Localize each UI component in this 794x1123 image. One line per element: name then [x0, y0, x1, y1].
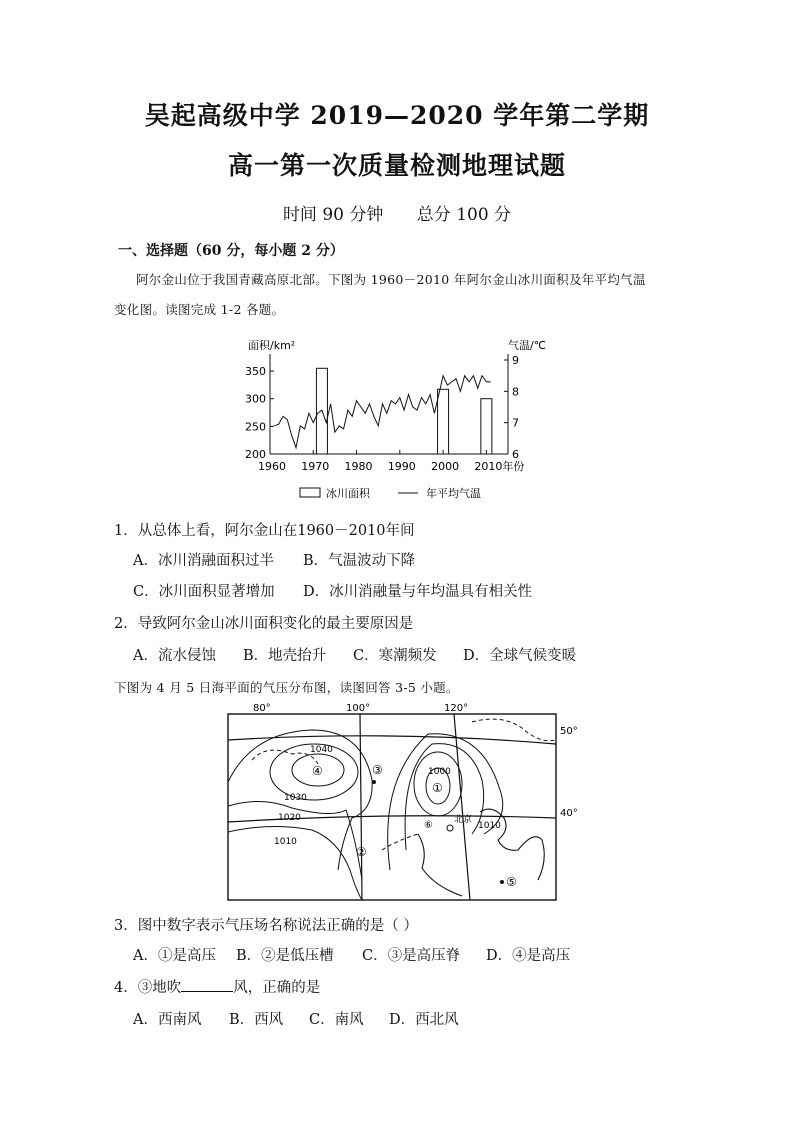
q1-options-row1 — [133, 549, 415, 570]
left-tick-label-300: 300 — [245, 392, 266, 406]
q4-stem-pre: 4．③地吹 — [114, 980, 182, 996]
q4-option-a[interactable]: A．西南风 — [133, 1012, 202, 1028]
point-3-dot — [372, 780, 376, 784]
section-heading: 一、选择题（60 分，每小题 2 分） — [118, 243, 344, 259]
border-north — [472, 719, 556, 741]
legend-line-label: 年平均气温 — [426, 487, 481, 500]
q4-option-b[interactable]: B．西风 — [229, 1012, 284, 1028]
intro1-line1: 阿尔金山位于我国青藏高原北部。下图为 1960－2010 年阿尔金山冰川面积及年平均气温 — [136, 272, 646, 287]
q3-option-c[interactable]: C．③是高压脊 — [362, 948, 461, 964]
parallel-50 — [228, 736, 556, 744]
q3-option-b[interactable]: B．②是低压槽 — [236, 948, 334, 964]
isobar-label-1010-east: 1010 — [478, 821, 501, 831]
x-tick-label-2000: 2000 — [431, 460, 460, 473]
q4-answer-blank[interactable] — [181, 977, 233, 992]
right-tick-label-8: 8 — [512, 385, 519, 399]
intro1-line2: 变化图。读图完成 1-2 各题。 — [114, 302, 285, 317]
intro2: 下图为 4 月 5 日海平面的气压分布图，读图回答 3-5 小题。 — [114, 680, 459, 695]
right-axis-label: 气温/℃ — [508, 339, 547, 352]
q2-options — [133, 644, 576, 665]
point-6-label: ⑥ — [424, 820, 433, 831]
point-3: ③ — [372, 763, 383, 777]
exam-score: 总分 100 分 — [416, 205, 512, 225]
q2-option-d[interactable]: D．全球气候变暖 — [463, 648, 577, 664]
isobar-label-1040: 1040 — [310, 745, 333, 755]
glacier-bar-2010 — [481, 399, 492, 454]
q4-stem-post: 风，正确的是 — [233, 980, 321, 996]
coastline-east — [480, 809, 544, 880]
q3-option-d[interactable]: D．④是高压 — [486, 948, 571, 964]
exam-title-line1: 吴起高级中学 2019—2020 学年第二学期 — [144, 101, 650, 130]
q4-options — [133, 1008, 459, 1029]
left-tick-label-200: 200 — [245, 448, 266, 461]
city-label-beijing: 北京 — [454, 815, 473, 825]
q2-option-b[interactable]: B．地壳抬升 — [243, 648, 327, 664]
legend-bar-swatch — [300, 488, 320, 497]
left-axis-label: 面积/km² — [248, 339, 296, 352]
isobar-label-1020: 1020 — [278, 813, 301, 823]
isobar-label-1000: 1000 — [428, 767, 451, 777]
q1-option-a[interactable]: A．冰川消融面积过半 — [133, 553, 274, 569]
isobar-label-1010: 1010 — [274, 837, 297, 847]
chart-line — [274, 376, 490, 448]
point-5: ⑤ — [506, 875, 517, 889]
q3-stem: 3．图中数字表示气压场名称说法正确的是（ ） — [114, 918, 418, 934]
point-2: ② — [356, 845, 367, 859]
q2-option-c[interactable]: C．寒潮频发 — [353, 648, 437, 664]
x-tick-label-1970: 1970 — [301, 460, 330, 473]
q3-option-a[interactable]: A．①是高压 — [133, 948, 216, 964]
left-tick-label-350: 350 — [245, 365, 266, 379]
left-tick-label-250: 250 — [245, 420, 266, 434]
right-tick-label-6: 6 — [512, 448, 519, 461]
isobar-label-1030: 1030 — [284, 793, 307, 803]
point-1: ① — [432, 781, 443, 795]
exam-title-line2: 高一第一次质量检测地理试题 — [227, 151, 566, 180]
lon-label-120: 120° — [444, 703, 469, 714]
isobar-1010-east — [388, 734, 503, 870]
q1-stem: 1．从总体上看，阿尔金山在1960－2010年间 — [114, 523, 415, 539]
coastline-south — [418, 834, 462, 896]
lat-label-50: 50° — [560, 726, 578, 737]
glacier-bar-2000 — [438, 389, 449, 454]
q1-option-b[interactable]: B．气温波动下降 — [303, 553, 416, 569]
x-tick-label-1960: 1960 — [258, 460, 286, 473]
glacier-temperature-chart — [240, 332, 580, 504]
q4-stem — [114, 976, 320, 997]
point-4: ④ — [312, 764, 323, 778]
q3-options — [133, 944, 570, 965]
temperature-line — [274, 376, 490, 448]
q1-options-row2 — [133, 580, 532, 601]
border-west — [252, 750, 318, 764]
beijing-marker — [447, 825, 453, 831]
q4-option-d[interactable]: D．西北风 — [389, 1012, 459, 1028]
x-tick-label-1990: 1990 — [387, 460, 416, 473]
map-frame — [228, 714, 556, 900]
q4-option-c[interactable]: C．南风 — [309, 1012, 364, 1028]
lon-label-100: 100° — [346, 703, 371, 714]
exam-time: 时间 90 分钟 — [282, 205, 384, 225]
lat-label-40: 40° — [560, 808, 578, 819]
q1-option-c[interactable]: C．冰川面积显著增加 — [133, 584, 275, 600]
right-tick-label-9: 9 — [512, 354, 519, 367]
right-tick-label-7: 7 — [512, 416, 519, 430]
x-tick-label-2010: 2010年份 — [474, 460, 525, 473]
chart-axes — [270, 354, 508, 454]
point-5-dot — [500, 880, 504, 884]
exam-meta — [0, 200, 794, 225]
q1-option-d[interactable]: D．冰川消融量与年均温具有相关性 — [303, 584, 533, 600]
chart-legend — [300, 486, 481, 500]
q2-stem: 2．导致阿尔金山冰川面积变化的最主要原因是 — [114, 616, 414, 632]
q2-option-a[interactable]: A．流水侵蚀 — [133, 648, 216, 664]
lon-label-80: 80° — [253, 703, 271, 714]
legend-bar-label: 冰川面积 — [326, 487, 370, 500]
sea-level-pressure-map — [222, 700, 584, 904]
x-tick-label-1980: 1980 — [344, 460, 373, 473]
